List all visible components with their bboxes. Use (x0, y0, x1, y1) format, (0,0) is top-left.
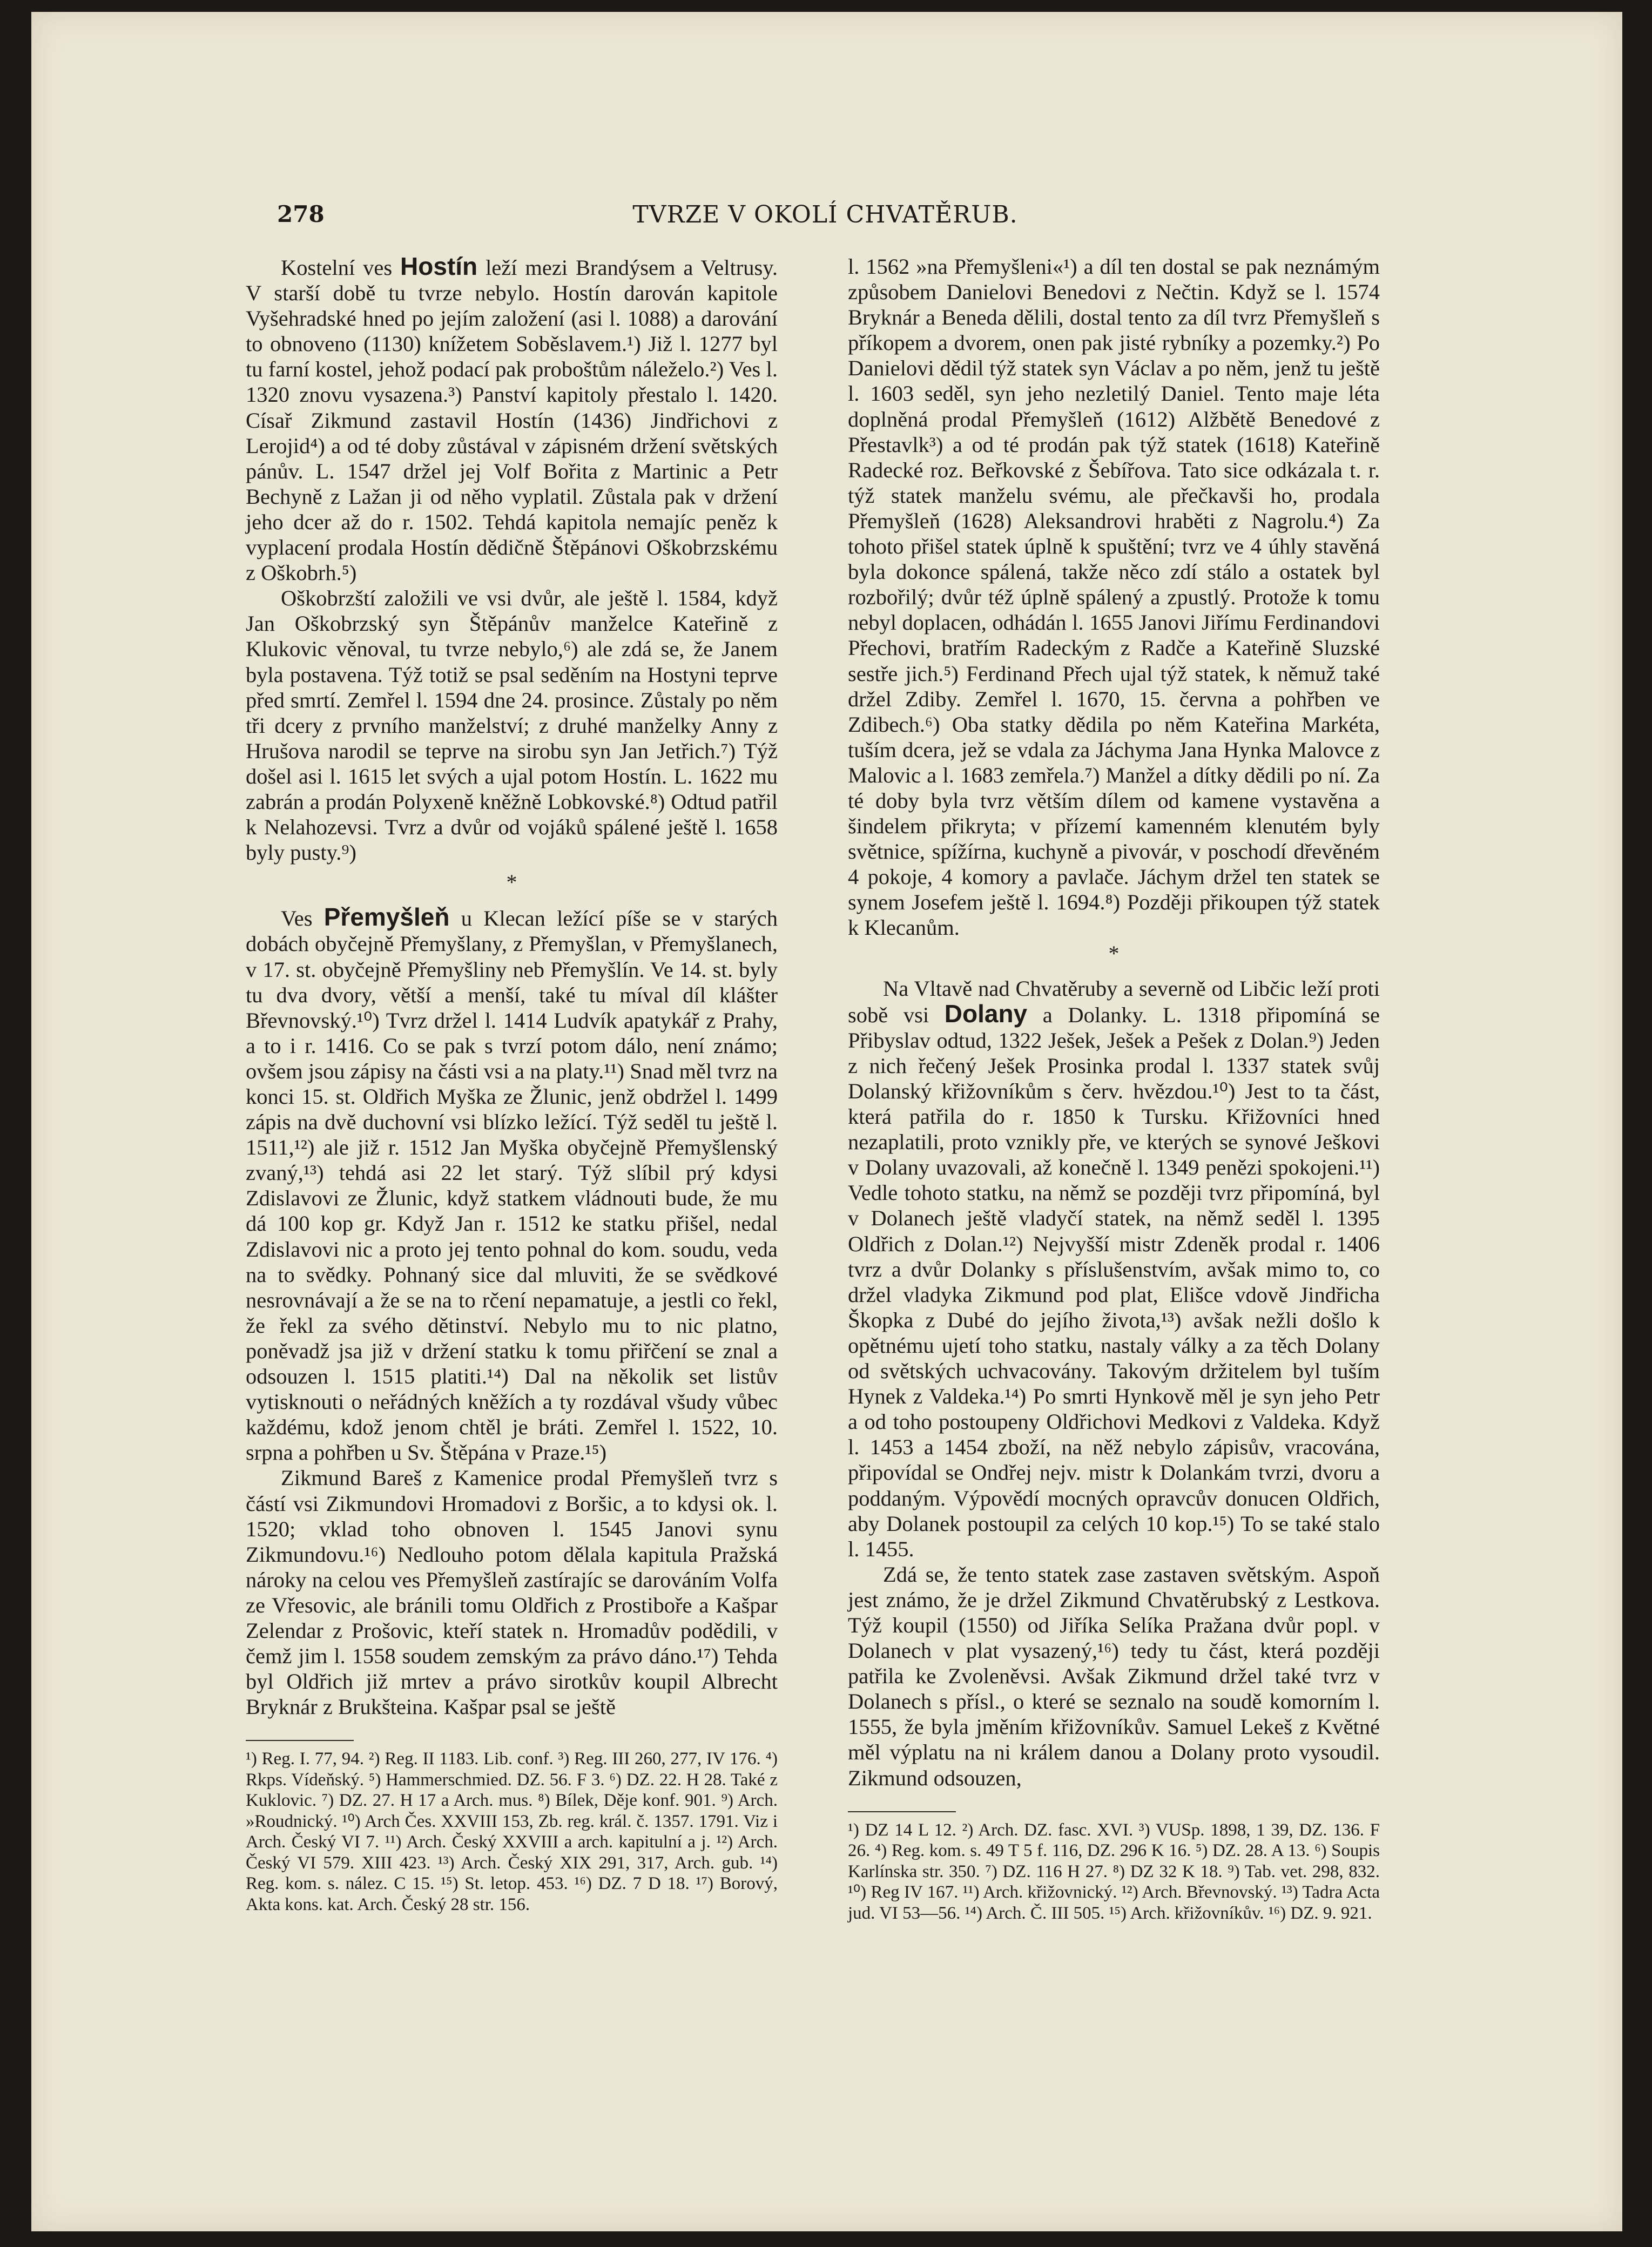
hostin-lead: Kostelní ves (281, 255, 393, 280)
running-title: TVRZE V OKOLÍ CHVATĚRUB. (632, 201, 1018, 228)
footnotes-left: ¹) Reg. I. 77, 94. ²) Reg. II 1183. Lib. conf. ³) Reg. III 260, 277, IV 176. ⁴) Rkps. Vídeňský. ⁵) Hammerschmied. DZ. 56. F 3. ⁶) DZ. 22. H 28. Také z Kuklovic. ⁷) DZ. 27. H 17 a Arch. mus. ⁸) Bílek, Děje konf. 901. ⁹) Arch. »Roudnický. ¹⁰) Arch Čes. XXVIII 153, Zb. reg. král. č. 1357. 1791. Viz i Arch. Český VI 7. ¹¹) Arch. Český XXVIII a arch. kapitulní a j. ¹²) Arch. Český VI 579. XIII 423. ¹³) Arch. Český XIX 291, 317, Arch. gub. ¹⁴) Reg. kom. s. nález. C 15. ¹⁵) St. letop. 453. ¹⁶) DZ. 7 D 18. ¹⁷) Borový, Akta kons. kat. Arch. Český 28 str. 156. (246, 1749, 778, 1914)
premysleni-paragraph-1 (246, 905, 778, 1465)
premysleni-paragraph-2: Zikmund Bareš z Kamenice prodal Přemyšleň tvrz s částí vsi Zikmundovi Hromadovi z Boršic, a to kdysi ok. l. 1520; vklad toho obnoven l. 1545 Janovi synu Zikmundovu.¹⁶) Nedlouho potom dělala kapitula Pražská nároky na celou ves Přemyšleň zastírajíc se darováním Volfa ze Vřesovic, ale bránili tomu Oldřich z Prostiboře a Kašpar Zelendar z Prošovic, kteří statek n. Hromadův podědili, v čemž jim l. 1558 soudem zemským za právo dáno.¹⁷) Tehda byl Oldřich již mrtev a právo sirotkův koupil Albrecht Bryknár z Brukšteina. Kašpar psal se ještě (246, 1466, 778, 1719)
footnote-rule (848, 1811, 956, 1812)
page-header (277, 201, 1373, 239)
place-heading-dolany: Dolany (944, 999, 1028, 1028)
dolany-text: a Dolanky. L. 1318 připomíná se Přibyslav odtud, 1322 Ješek, Ješek a Pešek z Dolan.⁹) Jeden z nich řečený Ješek Prosinka prodal l. 1337 statek svůj Dolanský křižovníkům s červ. hvězdou.¹⁰) Jest to ta část, která patřila do r. 1850 k Tursku. Křižovníci hned nezaplatili, proto vznikly pře, ve kterých se synové Ješkovi v Dolany uvazovali, až konečně l. 1349 penězi spokojeni.¹¹) Vedle tohoto statku, na němž se později tvrz připomíná, byl v Dolanech ještě vladyčí statek, na němž seděl l. 1395 Oldřich z Dolan.¹²) Nejvyšší mistr Zdeněk prodal r. 1406 tvrz a dvůr Dolanky s příslušenstvím, avšak mimo to, co držel vladyka Zikmund pod plat, Elišce vdově Jindřicha Škopka z Dubé do jejího života,¹³) avšak nežli došlo k opětnému ujetí toho statku, nastaly války a za těch Dolany od světských uchvacovány. Takovým držitelem byl tuším Hynek z Valdeka.¹⁴) Po smrti Hynkově měl je syn jeho Petr a od toho postoupeny Oldřichovi Medkovi z Valdeka. Když l. 1453 a 1454 zboží, na něž nebylo zápisův, vracována, připovídal se Ondřej nejv. mistr k Dolankám tvrzi, dvoru a poddaným. Výpovědí mocných opravcův donucen Oldřich, aby Dolanek postoupil za celých 10 kop.¹⁵) To se také stalo l. 1455. (848, 1002, 1380, 1561)
place-heading-premysleni: Přemyšleň (323, 903, 450, 932)
hostin-text: leží mezi Brandýsem a Veltrusy. V starší době tu tvrze nebylo. Hostín darován kapitole Vyšehradské hned po jejím založení (asi l. 1088) a darování to obnoveno (1130) knížetem Soběslavem.¹) Již l. 1277 byl tu farní kostel, jehož podací pak proboštům náleželo.²) Ves l. 1320 znovu vysazena.³) Panství kapitoly přestalo l. 1420. Císař Zikmund zastavil Hostín (1436) Jindřichovi z Lerojid⁴) a od té doby zůstával v zápisném držení světských pánův. L. 1547 držel jej Volf Bořita z Martinic a Petr Bechyně z Lažan ji od něho vyplatil. Zůstala pak v držení jeho dcer až do r. 1502. Tehdá kapitola nemajíc peněz k vyplacení prodala Hostín dědičně Štěpánovi Oškobrzskému z Oškobrh.⁵) (246, 255, 778, 585)
hostin-paragraph-2: Oškobrzští založili ve vsi dvůr, ale ještě l. 1584, když Jan Oškobrzský syn Štěpánův manželce Kateřině z Klukovic věnoval, tu tvrze nebylo,⁶) ale zdá se, že Janem byla postavena. Týž totiž se psal seděním na Hostyni teprve před smrtí. Zemřel l. 1594 dne 24. prosince. Zůstaly po něm tři dcery z prvního manželství; z druhé manželky Anny z Hrušova narodil se teprve na sirobu syn Jan Jetřich.⁷) Týž došel asi l. 1615 let svých a ujal potom Hostín. L. 1622 mu zabrán a prodán Polyxeně kněžně Lobkovské.⁸) Odtud patřil k Nelahozevsi. Tvrz a dvůr od vojáků spálené ještě l. 1658 byly pusty.⁹) (246, 586, 778, 865)
left-column (246, 254, 778, 1915)
page-number: 278 (277, 201, 325, 227)
hostin-paragraph-1 (246, 254, 778, 585)
place-heading-hostin: Hostín (400, 252, 478, 280)
section-separator: * (506, 870, 517, 895)
premysleni-text: u Klecan ležící píše se v starých dobách obyčejně Přemyšlany, z Přemyšlan, v Přemyšlanech, v 17. st. obyčejně Přemyšliny neb Přemyšlín. Ve 14. st. byly tu dva dvory, větší a menší, také tu míval díl klášter Břevnovský.¹⁰) Tvrz držel l. 1414 Ludvík apatykář z Prahy, a to i r. 1416. Co se pak s tvrzí potom dálo, není známo; ovšem jsou zápisy na části vsi a na platy.¹¹) Snad měl tvrz na konci 15. st. Oldřich Myška ze Žlunic, jenž obdržel l. 1499 zápis na dvě duchovní vsi blízko ležící. Týž seděl tu ještě l. 1511,¹²) ale již r. 1512 Jan Myška obyčejně Přemyšlenský zvaný,¹³) tehdá asi 22 let starý. Týž slíbil prý kdysi Zdislavovi ze Žlunic, když statkem vládnouti bude, že mu dá 100 kop gr. Když Jan r. 1512 ke statku přišel, nedal Zdislavovi nic a proto jej tento pohnal do kom. soudu, veda na to svědky. Pohnaný sice dal mluviti, že se svědkové nesrovnávají a že se na to rčení nepamatuje, a jestli co řekl, že řekl za svého dětinství. Nebylo mu to nic platno, poněvadž jsa již v držení statku k tomu přiřčení se znal a odsouzen l. 1515 platiti.¹⁴) Dal na několik set listův vytisknouti o neřádných kněžích a ty rozdával všudy vůbec každému, kdož jenom chtěl je bráti. Zemřel l. 1522, 10. srpna a pohřben u Sv. Štěpána v Praze.¹⁵) (246, 906, 778, 1465)
premysleni-lead: Ves (281, 906, 313, 931)
dolany-paragraph-2: Zdá se, že tento statek zase zastaven světským. Aspoň jest známo, že je držel Zikmund Chvatěrubský z Lestkova. Týž koupil (1550) od Jiříka Selíka Pražana dvůr popl. v Dolanech v plat vysazený,¹⁶) tedy tu část, která později patřila ke Zvoleněvsi. Avšak Zikmund držel také tvrz v Dolanech s přísl., o které se seznalo na soudě komorním l. 1555, že byla jměním křižovníkův. Samuel Lekeš z Květné měl výplatu na ni králem danou a Dolany proto vysoudil. Zikmund odsouzen, (848, 1562, 1380, 1790)
right-column (848, 254, 1380, 1924)
dolany-paragraph-1 (848, 976, 1380, 1562)
dolany-lead: Na Vltavě nad Chvatěruby a severně od Libčic leží proti sobě vsi (848, 976, 1380, 1027)
section-separator: * (1108, 941, 1120, 966)
footnote-rule (246, 1740, 354, 1741)
footnotes-right: ¹) DZ 14 L 12. ²) Arch. DZ. fasc. XVI. ³) VUSp. 1898, 1 39, DZ. 136. F 26. ⁴) Reg. kom. s. 49 T 5 f. 116, DZ. 296 K 16. ⁵) DZ. 28. A 13. ⁶) Soupis Karlínska str. 350. ⁷) DZ. 116 H 27. ⁸) DZ 32 K 18. ⁹) Tab. vet. 298, 832. ¹⁰) Reg IV 167. ¹¹) Arch. křižovnický. ¹²) Arch. Břevnovský. ¹³) Tadra Acta jud. VI 53—56. ¹⁴) Arch. Č. III 505. ¹⁵) Arch. křižovníkův. ¹⁶) DZ. 9. 921. (848, 1820, 1380, 1923)
premysleni-continuation: l. 1562 »na Přemyšleni«¹) a díl ten dostal se pak neznámým způsobem Danielovi Benedovi z Nečtin. Když se l. 1574 Bryknár a Beneda dělili, dostal tento za díl tvrz Přemyšleň s příkopem a dvorem, onen pak jisté rybníky a pozemky.²) Po Danielovi dědil týž statek syn Václav a po něm, jenž tu ještě l. 1603 seděl, syn jeho nezletilý Daniel. Tento maje léta doplněná prodal Přemyšleň (1612) Alžbětě Benedové z Přestavlk³) a od té prodán pak týž statek (1618) Kateřině Radecké roz. Beřkovské z Šebířova. Tato sice odkázala t. r. týž statek manželu svému, ale přečkavši ho, prodala Přemyšleň (1628) Aleksandrovi hraběti z Nagrolu.⁴) Za tohoto přišel statek úplně k spuštění; tvrz ve 4 úhly stavěná byla dokonce spálená, takže něco zdí stálo a ostatek byl rozbořilý; dvůr též úplně spálený a zpustlý. Protože k tomu nebyl doplacen, odhádán l. 1655 Janovi Jiřímu Ferdinandovi Přechovi, bratřím Radeckým z Radče a Kateřině Sluzské sestře jich.⁵) Ferdinand Přech ujal týž statek, k němuž také držel Zdiby. Zemřel l. 1670, 15. června a pohřben ve Zdibech.⁶) Oba statky dědila po něm Kateřina Markéta, tuším dcera, jež se vdala za Jáchyma Jana Hynka Malovce z Malovic a l. 1683 zemřela.⁷) Manžel a dítky dědili po ní. Za té doby byla tvrz větším dílem od kamene vystavěna a šindelem přikryta; v přízemí kamenném klenutém byly světnice, spížírna, kuchyně a pivovár, v poschodí dřevěném 4 pokoje, 4 komory a pavlače. Jáchym držel ten statek se synem Josefem ještě l. 1694.⁸) Později přikoupen týž statek k Klecanům. (848, 254, 1380, 940)
